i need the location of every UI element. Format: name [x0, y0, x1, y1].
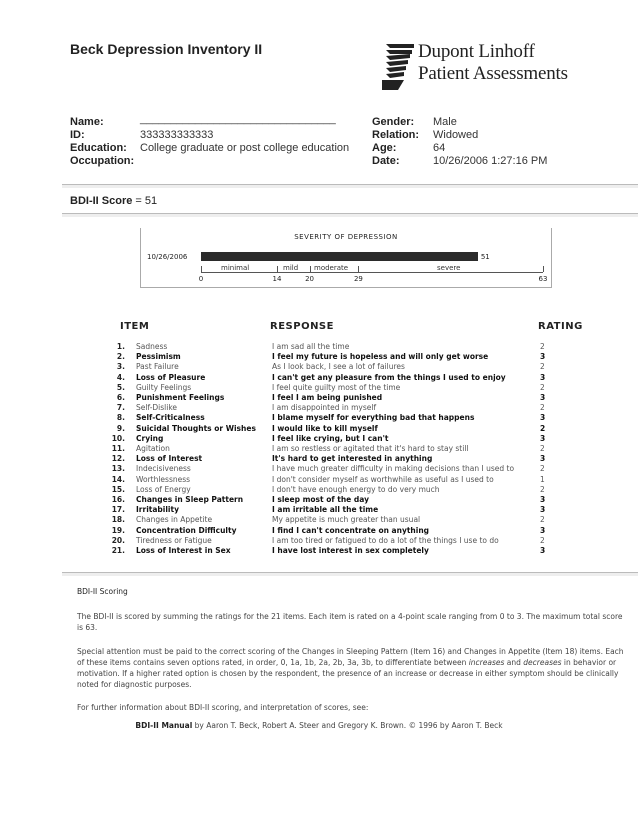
item-number: 18.	[111, 515, 125, 525]
item-name: Changes in Sleep Pattern	[136, 495, 244, 504]
item-name: Worthlessness	[136, 474, 191, 484]
severity-chart	[140, 228, 552, 288]
scoring-paragraph-2	[77, 646, 625, 690]
item-number: 14.	[111, 474, 125, 484]
item-number: 19.	[111, 525, 125, 535]
item-response: I feel I am being punished	[272, 393, 383, 402]
item-rating: 2	[540, 362, 545, 372]
item-response: I feel my future is hopeless and will only get worse	[272, 352, 489, 362]
age-value: 64	[433, 142, 446, 154]
item-name: Crying	[136, 433, 164, 443]
id-value: 333333333333	[140, 129, 214, 141]
education-label: Education:	[70, 142, 127, 154]
severity-axis	[201, 272, 543, 273]
item-number: 16.	[111, 495, 125, 504]
item-rating: 2	[540, 444, 545, 453]
item-response: I am too tired or fatigued to do a lot of the things I use to do	[272, 535, 499, 545]
scoring-paragraph-1: The BDI-II is scored by summing the ratings for the 21 items. Each item is rated on a 4-point scale ranging from 0 to 3. The maximum total score is 63.	[77, 612, 623, 632]
item-rating: 2	[540, 403, 545, 413]
bdi-score-label: BDI-II Score	[70, 195, 133, 207]
item-name: Self-Dislike	[136, 403, 178, 413]
item-number: 6.	[116, 393, 125, 402]
divider-band	[62, 185, 638, 188]
item-rating: 3	[540, 525, 546, 535]
axis-tick	[358, 266, 359, 272]
p2-emphasis-decreases: decreases	[523, 658, 562, 667]
item-name: Pessimism	[136, 352, 181, 362]
manual-title: BDI-II Manual	[135, 721, 193, 730]
item-response: I sleep most of the day	[272, 495, 369, 504]
divider-band	[62, 573, 638, 576]
item-name: Loss of Energy	[136, 484, 191, 494]
gender-label: Gender:	[372, 116, 415, 128]
severity-date: 10/26/2006	[147, 253, 188, 261]
table-row	[0, 373, 638, 383]
item-name: Concentration Difficulty	[136, 525, 237, 535]
table-row	[0, 342, 638, 352]
divider-band	[62, 214, 638, 217]
range-label-moderate: moderate	[314, 264, 349, 272]
item-rating: 2	[540, 423, 546, 433]
item-response: I am sad all the time	[272, 342, 350, 351]
axis-tick-label: 14	[272, 275, 282, 283]
item-response: My appetite is much greater than usual	[272, 515, 421, 525]
item-rating: 3	[540, 393, 546, 402]
table-row	[0, 352, 638, 362]
item-rating: 3	[540, 495, 546, 504]
item-rating: 2	[540, 484, 545, 494]
table-row	[0, 454, 638, 464]
item-number: 4.	[116, 372, 125, 382]
table-row	[0, 393, 638, 403]
item-rating: 2	[540, 382, 545, 392]
item-name: Irritability	[136, 505, 179, 515]
scoring-paragraph-3: For further information about BDI-II scoring, and interpretation of scores, see:	[77, 703, 369, 712]
severity-score-label: 51	[480, 253, 490, 261]
bdi-score-value: = 51	[135, 195, 158, 207]
item-rating: 2	[540, 464, 545, 474]
range-label-mild: mild	[283, 264, 299, 272]
item-number: 3.	[116, 362, 125, 372]
date-label: Date:	[372, 155, 400, 167]
name-label: Name:	[70, 116, 104, 128]
item-number: 20.	[111, 535, 125, 545]
item-response: I don't consider myself as worthwhile as useful as I used to	[272, 474, 494, 484]
table-row	[0, 362, 638, 372]
table-row	[0, 536, 638, 546]
item-number: 13.	[111, 464, 125, 474]
name-value: ________________________________	[140, 113, 336, 125]
table-row	[0, 546, 638, 556]
severity-score-bar	[201, 252, 478, 261]
p2-text-c: in behavior or motivation. If a higher rated option is chosen by the respondent, the presence of an increase or decrease in either symptom should be clinically noted for diagnostic purposes.	[77, 658, 619, 689]
scoring-heading: BDI-II Scoring	[77, 587, 128, 596]
item-name: Punishment Feelings	[136, 393, 225, 402]
axis-tick-label: 29	[353, 275, 363, 283]
item-response: I feel like crying, but I can't	[272, 433, 389, 443]
table-row	[0, 464, 638, 474]
item-number: 11.	[111, 444, 125, 453]
manual-credit: by Aaron T. Beck, Robert A. Steer and Gregory K. Brown. © 1996 by Aaron T. Beck	[192, 721, 503, 730]
logo-text-line1: Dupont Linhoff	[418, 41, 535, 62]
item-number: 8.	[116, 413, 125, 423]
item-response: I have much greater difficulty in making decisions than I used to	[272, 464, 515, 474]
axis-tick-label: 20	[305, 275, 315, 283]
table-row	[0, 424, 638, 434]
header-item: ITEM	[120, 321, 150, 332]
item-response: I feel quite guilty most of the time	[272, 382, 401, 392]
item-response: As I look back, I see a lot of failures	[272, 362, 405, 372]
relation-value: Widowed	[433, 129, 479, 141]
item-response: I can't get any pleasure from the things I used to enjoy	[272, 372, 506, 382]
item-name: Indecisiveness	[136, 464, 191, 474]
item-rating: 1	[540, 474, 545, 484]
item-number: 12.	[111, 454, 125, 464]
table-row	[0, 485, 638, 495]
table-row	[0, 434, 638, 444]
item-rating: 3	[540, 454, 546, 464]
item-response: I have lost interest in sex completely	[272, 546, 429, 555]
item-response: It's hard to get interested in anything	[272, 454, 433, 464]
item-number: 2.	[116, 352, 125, 362]
item-name: Tiredness or Fatigue	[136, 535, 212, 545]
occupation-label: Occupation:	[70, 155, 135, 167]
item-rating: 2	[540, 535, 545, 545]
report-title: Beck Depression Inventory II	[70, 41, 263, 57]
p2-emphasis-increases: increases	[468, 658, 505, 667]
age-label: Age:	[372, 142, 397, 154]
item-name: Suicidal Thoughts or Wishes	[136, 423, 256, 433]
dupont-linhoff-logo	[380, 40, 568, 92]
item-number: 1.	[116, 342, 125, 351]
axis-tick	[201, 266, 202, 272]
item-name: Agitation	[136, 444, 170, 453]
item-rating: 3	[540, 546, 546, 555]
item-name: Changes in Appetite	[136, 515, 213, 525]
item-response: I find I can't concentrate on anything	[272, 525, 430, 535]
item-response: I blame myself for everything bad that happens	[272, 413, 475, 423]
item-rating: 3	[540, 413, 546, 423]
table-row	[0, 403, 638, 413]
axis-tick-label: 63	[538, 275, 548, 283]
severity-title: SEVERITY OF DEPRESSION	[294, 233, 398, 241]
item-number: 21.	[111, 546, 125, 555]
header-rating: RATING	[538, 321, 583, 332]
p2-text-a: Special attention must be paid to the correct scoring of the Changes in Sleeping Pattern (Item 16) and Changes in Appetite (Item 18) items. Each of these items contains seven options rated, in order, 0, 1a, 1b, 2a, 2b, 3a, 3b, to differentiate between	[77, 647, 624, 667]
item-rating: 3	[540, 352, 546, 362]
item-name: Loss of Pleasure	[136, 372, 206, 382]
table-row	[0, 475, 638, 485]
item-name: Guilty Feelings	[136, 382, 192, 392]
item-number: 17.	[111, 505, 125, 515]
item-name: Past Failure	[136, 362, 179, 372]
item-response: I don't have enough energy to do very much	[272, 484, 440, 494]
manual-citation	[0, 721, 638, 730]
bdi-score	[70, 195, 157, 207]
item-number: 15.	[111, 484, 125, 494]
id-label: ID:	[70, 129, 85, 141]
item-number: 10.	[111, 433, 125, 443]
axis-tick-label: 0	[198, 275, 204, 283]
item-rating: 2	[540, 515, 545, 525]
header-response: RESPONSE	[270, 321, 334, 332]
item-name: Loss of Interest in Sex	[136, 546, 231, 555]
item-response: I would like to kill myself	[272, 423, 378, 433]
item-number: 7.	[116, 403, 125, 413]
relation-label: Relation:	[372, 129, 420, 141]
p2-text-b: and	[504, 658, 524, 667]
education-value: College graduate or post college education	[140, 142, 350, 154]
table-row	[0, 505, 638, 515]
logo-emblem-icon	[380, 40, 416, 92]
item-response: I am disappointed in myself	[272, 403, 377, 413]
gender-value: Male	[433, 116, 457, 128]
range-label-severe: severe	[437, 264, 461, 272]
axis-tick	[543, 266, 544, 272]
item-name: Loss of Interest	[136, 454, 203, 464]
table-row	[0, 526, 638, 536]
axis-tick	[277, 266, 278, 272]
item-response: I am irritable all the time	[272, 505, 379, 515]
item-number: 9.	[116, 423, 125, 433]
item-name: Sadness	[136, 342, 168, 351]
item-response: I am so restless or agitated that it's hard to stay still	[272, 444, 469, 453]
item-rating: 2	[540, 342, 545, 351]
item-number: 5.	[116, 382, 125, 392]
date-value: 10/26/2006 1:27:16 PM	[433, 155, 548, 167]
table-row	[0, 383, 638, 393]
table-row	[0, 413, 638, 423]
logo-text-line2: Patient Assessments	[418, 63, 568, 84]
range-label-minimal: minimal	[221, 264, 250, 272]
axis-tick	[310, 266, 311, 272]
table-row	[0, 495, 638, 505]
item-rating: 3	[540, 505, 546, 515]
item-rating: 3	[540, 372, 546, 382]
item-name: Self-Criticalness	[136, 413, 205, 423]
table-row	[0, 444, 638, 454]
table-row	[0, 515, 638, 525]
item-rating: 3	[540, 433, 546, 443]
